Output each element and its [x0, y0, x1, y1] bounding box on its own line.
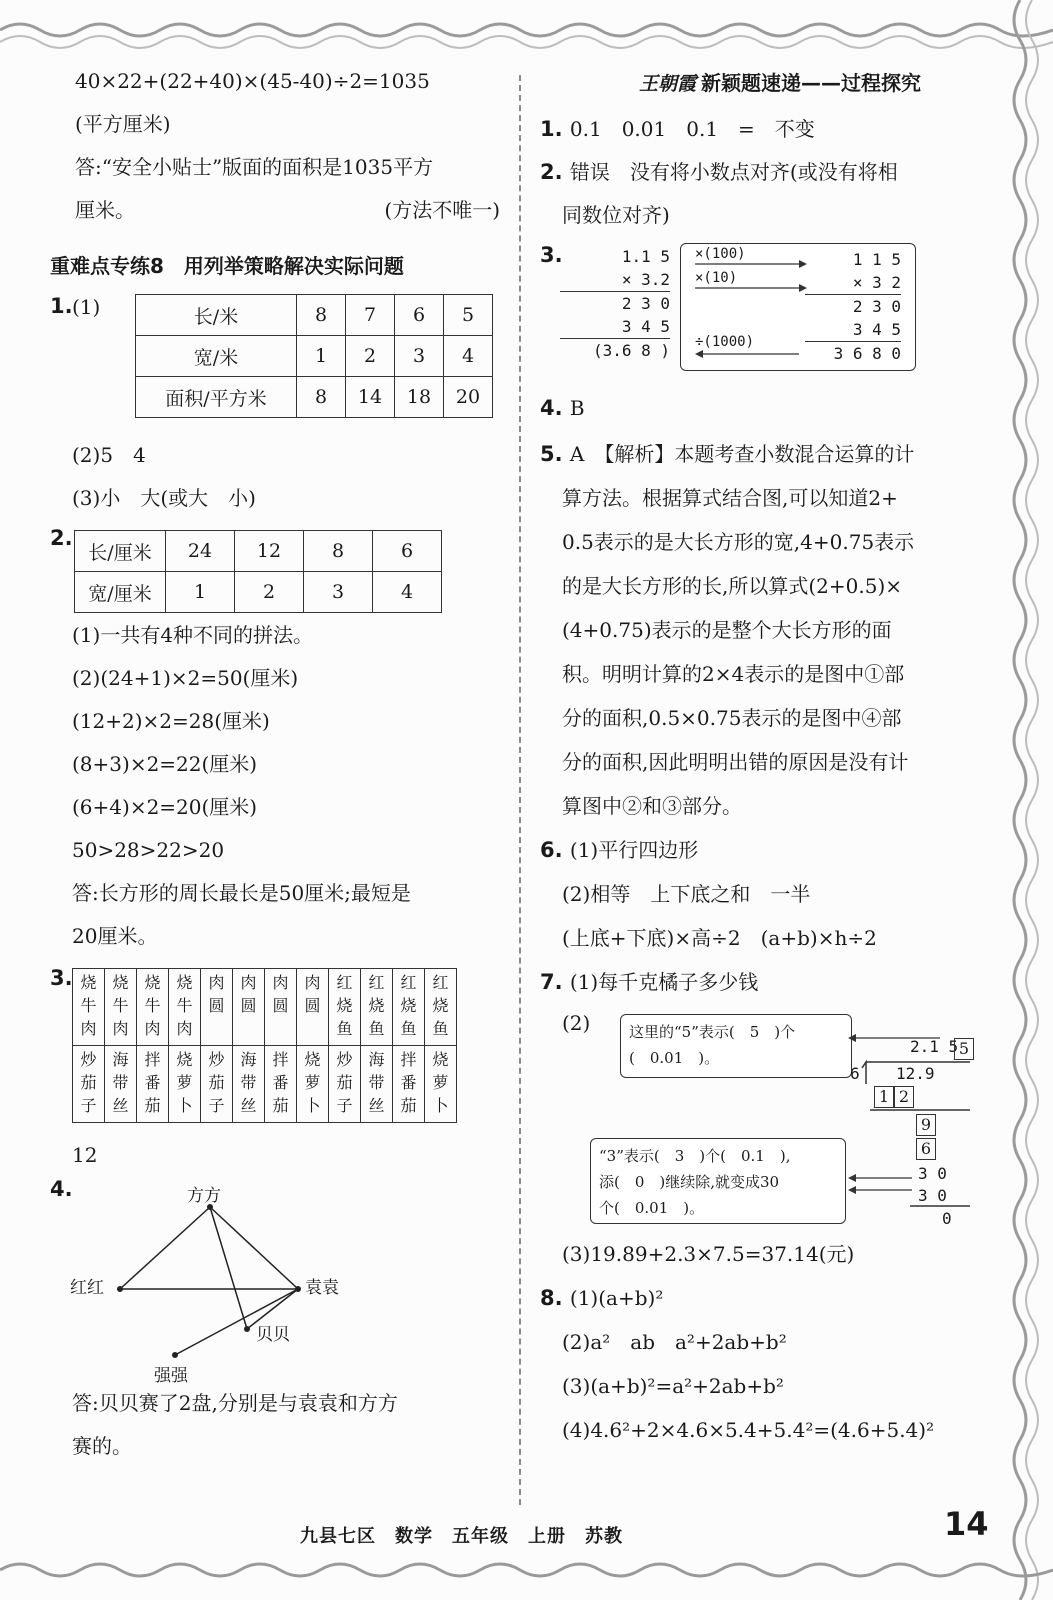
- calc-row: × 3.2: [560, 268, 670, 292]
- wavy-border-bottom: [0, 1545, 1053, 1600]
- boxed-digit-6: 6: [916, 1138, 936, 1160]
- left-column: [50, 60, 500, 1468]
- wavy-border-top: [0, 0, 1053, 60]
- r-q7-line-0: 7. (1)每千克橘子多少钱: [540, 970, 759, 994]
- r-q1-text: 0.1 0.01 0.1 = 不变: [569, 117, 815, 141]
- table-cell: 红烧鱼: [329, 969, 361, 1046]
- q3-block: [50, 966, 500, 1134]
- q1-sub2: (2)5 4: [72, 443, 146, 467]
- table-cell: 烧牛肉: [137, 969, 169, 1046]
- r-q7-diagram: [540, 1004, 990, 1232]
- table-cell: 长/米: [136, 295, 297, 336]
- r-q5-line: 积。明明计算的2×4表示的是图中①部: [562, 662, 905, 686]
- node-yuanyuan: [295, 1286, 301, 1292]
- table-cell: 海带丝: [361, 1046, 393, 1123]
- table-row: [73, 969, 457, 1046]
- note-line: 个( 0.01 )。: [599, 1199, 705, 1217]
- right-column: [540, 60, 990, 1452]
- note-line: ( 0.01 )。: [629, 1049, 720, 1067]
- r-q7-sub2: (2): [562, 1011, 591, 1035]
- calc-row: 3 4 5: [560, 315, 670, 339]
- calc-right: [805, 248, 901, 365]
- q2-lines: [72, 614, 500, 958]
- table-cell: 烧萝卜: [425, 1046, 457, 1123]
- table-cell: 长/厘米: [75, 531, 166, 572]
- calc-row: 1 1 5: [852, 250, 901, 269]
- r-q8-text: (1)(a+b)²: [569, 1286, 664, 1310]
- r-q6-line: (上底+下底)×高÷2 (a+b)×h÷2: [562, 926, 877, 950]
- method-note: (方法不唯一): [384, 198, 500, 222]
- q1-sub1: (1): [72, 295, 101, 319]
- boxed-digit: 2: [894, 1086, 914, 1108]
- label-honghong: 红红: [70, 1278, 104, 1298]
- table-row: [136, 336, 493, 377]
- q4-answer-line1: 答:贝贝赛了2盘,分别是与袁袁和方方: [72, 1391, 398, 1415]
- edge-fangfang-honghong: [120, 1207, 210, 1289]
- box-label-x100: ×(100): [695, 246, 746, 262]
- label-fangfang: 方方: [187, 1186, 221, 1206]
- boxed-digit-9: 9: [916, 1114, 936, 1136]
- table-cell: 炒茄子: [329, 1046, 361, 1123]
- table-cell: 肉圆: [233, 969, 265, 1046]
- r-q5-line: 0.5表示的是大长方形的宽,4+0.75表示: [562, 530, 915, 554]
- page-number: 14: [944, 1505, 989, 1543]
- r-q7-text: (1)每千克橘子多少钱: [569, 970, 759, 994]
- table-cell: 烧牛肉: [73, 969, 105, 1046]
- table-cell: 面积/平方米: [136, 377, 297, 418]
- table-cell: 8: [297, 377, 346, 418]
- node-beibei: [244, 1326, 250, 1332]
- r-q6-line-0: 6. (1)平行四边形: [540, 838, 699, 862]
- table-cell: 4: [373, 572, 442, 613]
- label-beibei: 贝贝: [256, 1325, 290, 1345]
- r-q5-line: (4+0.75)表示的是整个大长方形的面: [562, 618, 892, 642]
- q2-line: (1)一共有4种不同的拼法。: [72, 623, 314, 647]
- top-unit: (平方厘米): [75, 112, 171, 136]
- r-q6: [540, 828, 990, 960]
- top-answer-line2: [75, 189, 500, 232]
- r-q5-line-0: 5. A 【解析】本题考查小数混合运算的计: [540, 442, 915, 466]
- table-cell: 7: [346, 295, 395, 336]
- r-q2-text2: 同数位对齐): [562, 203, 670, 227]
- table-cell: 肉圆: [297, 969, 329, 1046]
- table-cell: 1: [166, 572, 235, 613]
- footer: 九县七区 数学 五年级 上册 苏教: [300, 1526, 623, 1547]
- table-cell: 红烧鱼: [361, 969, 393, 1046]
- table-cell: 12: [235, 531, 304, 572]
- calc-row: 1.1 5: [621, 247, 670, 266]
- table-cell: 5: [444, 295, 493, 336]
- table-cell: 1: [297, 336, 346, 377]
- div-divisor: 6: [850, 1064, 860, 1083]
- table-cell: 宽/厘米: [75, 572, 166, 613]
- q2-line: (6+4)×2=20(厘米): [72, 795, 258, 819]
- table-cell: 拌番茄: [137, 1046, 169, 1123]
- q2-line: 20厘米。: [72, 924, 158, 948]
- calc-row: 3 4 5: [805, 318, 901, 342]
- r-q6-text: (1)平行四边形: [569, 838, 699, 862]
- table-cell: 烧萝卜: [169, 1046, 201, 1123]
- q2-table: [74, 530, 442, 613]
- top-answer-line2-text: 厘米。: [75, 198, 135, 222]
- table-cell: 肉圆: [265, 969, 297, 1046]
- r-q5: [540, 432, 990, 828]
- table-cell: 海带丝: [233, 1046, 265, 1123]
- q3-table: [72, 968, 457, 1123]
- q4-block: [50, 1177, 500, 1386]
- q4-answer-line2: 赛的。: [72, 1434, 132, 1458]
- node-honghong: [117, 1286, 123, 1292]
- table-cell: 24: [166, 531, 235, 572]
- r-q5-line: 算图中②和③部分。: [562, 794, 742, 818]
- r-q5-line: 算方法。根据算式结合图,可以知道2+: [562, 486, 898, 510]
- boxed-digit-5: 5: [954, 1038, 974, 1060]
- table-cell: 海带丝: [105, 1046, 137, 1123]
- r-q2: 2. 错误 没有将小数点对齐(或没有将相: [540, 160, 898, 184]
- table-cell: 烧牛肉: [169, 969, 201, 1046]
- r-q5-line: 分的面积,因此明明出错的原因是没有计: [562, 750, 909, 774]
- div-r6: 0: [942, 1209, 952, 1228]
- section-title-right: [570, 60, 990, 108]
- table-row: [75, 572, 442, 613]
- table-cell: 2: [235, 572, 304, 613]
- table-cell: 6: [373, 531, 442, 572]
- r-q1: 1. 0.1 0.01 0.1 = 不变: [540, 117, 815, 141]
- table-cell: 烧萝卜: [297, 1046, 329, 1123]
- r-q3-block: [540, 243, 990, 383]
- r-q8-line: (2)a² ab a²+2ab+b²: [562, 1330, 787, 1354]
- note-line: “3”表示( 3 )个( 0.1 ),: [599, 1147, 791, 1165]
- r-q4-text: B: [569, 396, 585, 420]
- table-cell: 宽/米: [136, 336, 297, 377]
- table-cell: 肉圆: [201, 969, 233, 1046]
- r-q8-line: (3)(a+b)²=a²+2ab+b²: [562, 1374, 784, 1398]
- wavy-border-right: [990, 0, 1053, 1600]
- div-quotient: [910, 1037, 958, 1056]
- calc-left: [560, 245, 670, 362]
- div-quotient-text: 2.1 5: [910, 1037, 959, 1056]
- calc-row: 3 6 8 0: [833, 344, 901, 363]
- calc-row: (3.6 8 ): [592, 341, 670, 360]
- r-q4: 4. B: [540, 396, 585, 420]
- label-qiangqiang: 强强: [154, 1366, 188, 1386]
- table-cell: 4: [444, 336, 493, 377]
- q1-block: [50, 292, 500, 430]
- q2-line: (2)(24+1)×2=50(厘米): [72, 666, 299, 690]
- r-q5-text: A 【解析】本题考查小数混合运算的计: [569, 442, 915, 466]
- div-dividend: 12.9: [896, 1064, 935, 1083]
- section-title-left: 重难点专练8 用列举策略解决实际问题: [50, 254, 404, 278]
- r-q8-line: (4)4.6²+2×4.6×5.4+5.4²=(4.6+5.4)²: [562, 1418, 935, 1442]
- r-q8: [540, 1276, 990, 1452]
- q2-line: 答:长方形的周长最长是50厘米;最短是: [72, 881, 411, 905]
- table-row: [73, 1046, 457, 1123]
- box-label-x10: ×(10): [695, 270, 738, 286]
- table-cell: 炒茄子: [201, 1046, 233, 1123]
- q2-line: 50>28>22>20: [72, 838, 225, 862]
- table-cell: 红烧鱼: [393, 969, 425, 1046]
- boxed-digit: 1: [874, 1086, 894, 1108]
- q1-sub3: (3)小 大(或大 小): [72, 486, 256, 510]
- r-q7-sub3: (3)19.89+2.3×7.5=37.14(元): [562, 1242, 855, 1266]
- label-yuanyuan: 袁袁: [305, 1278, 339, 1298]
- q2-block: [50, 524, 500, 614]
- box-label-div1000: ÷(1000): [695, 334, 755, 350]
- r-q6-line: (2)相等 上下底之和 一半: [562, 882, 811, 906]
- note-line: 添( 0 )继续除,就变成30: [599, 1173, 780, 1191]
- table-cell: 2: [346, 336, 395, 377]
- table-cell: 拌番茄: [265, 1046, 297, 1123]
- table-cell: 6: [395, 295, 444, 336]
- calc-compare-box: [680, 243, 916, 371]
- table-cell: 3: [395, 336, 444, 377]
- table-cell: 拌番茄: [393, 1046, 425, 1123]
- table-row: [136, 377, 493, 418]
- q1-table: [135, 294, 493, 418]
- brand-logo-text: 王朝霞: [638, 73, 696, 95]
- table-cell: 14: [346, 377, 395, 418]
- table-cell: 8: [297, 295, 346, 336]
- div-r5: 3 0: [918, 1186, 947, 1205]
- calc-row: × 3 2: [805, 271, 901, 295]
- table-cell: 烧牛肉: [105, 969, 137, 1046]
- q2-number: 2.: [50, 526, 73, 550]
- table-row: [136, 295, 493, 336]
- table-cell: 3: [304, 572, 373, 613]
- section-title-right-text: 新颖题速递——过程探究: [701, 71, 922, 95]
- r-q3-number: 3.: [540, 243, 563, 267]
- table-cell: 18: [395, 377, 444, 418]
- r-q2-text1: 错误 没有将小数点对齐(或没有将相: [569, 160, 898, 184]
- r-q5-line: 的是大长方形的长,所以算式(2+0.5)×: [562, 574, 903, 598]
- top-answer-line1: 答:“安全小贴士”版面的面积是1035平方: [75, 155, 434, 179]
- div-r4: 3 0: [918, 1164, 947, 1183]
- edge-fangfang-beibei: [210, 1207, 247, 1329]
- calc-row: 2 3 0: [852, 297, 901, 316]
- q3-number: 3.: [50, 966, 73, 990]
- q2-line: (12+2)×2=28(厘米): [72, 709, 270, 733]
- top-equation: 40×22+(22+40)×(45-40)÷2=1035: [75, 69, 430, 93]
- q3-answer: 12: [72, 1143, 98, 1167]
- calc-row: 2 3 0: [621, 294, 670, 313]
- table-cell: 8: [304, 531, 373, 572]
- table-cell: 20: [444, 377, 493, 418]
- q4-number: 4.: [50, 1177, 73, 1201]
- div-r1: [874, 1086, 914, 1108]
- note-line: 这里的“5”表示( 5 )个: [629, 1023, 796, 1041]
- q2-line: (8+3)×2=22(厘米): [72, 752, 258, 776]
- r-q5-line: 分的面积,0.5×0.75表示的是图中④部: [562, 706, 902, 730]
- table-cell: 炒茄子: [73, 1046, 105, 1123]
- table-row: [75, 531, 442, 572]
- r-q8-line-0: 8. (1)(a+b)²: [540, 1286, 664, 1310]
- q1-number: 1.: [50, 294, 73, 318]
- table-cell: 红烧鱼: [425, 969, 457, 1046]
- column-divider: [519, 75, 521, 1505]
